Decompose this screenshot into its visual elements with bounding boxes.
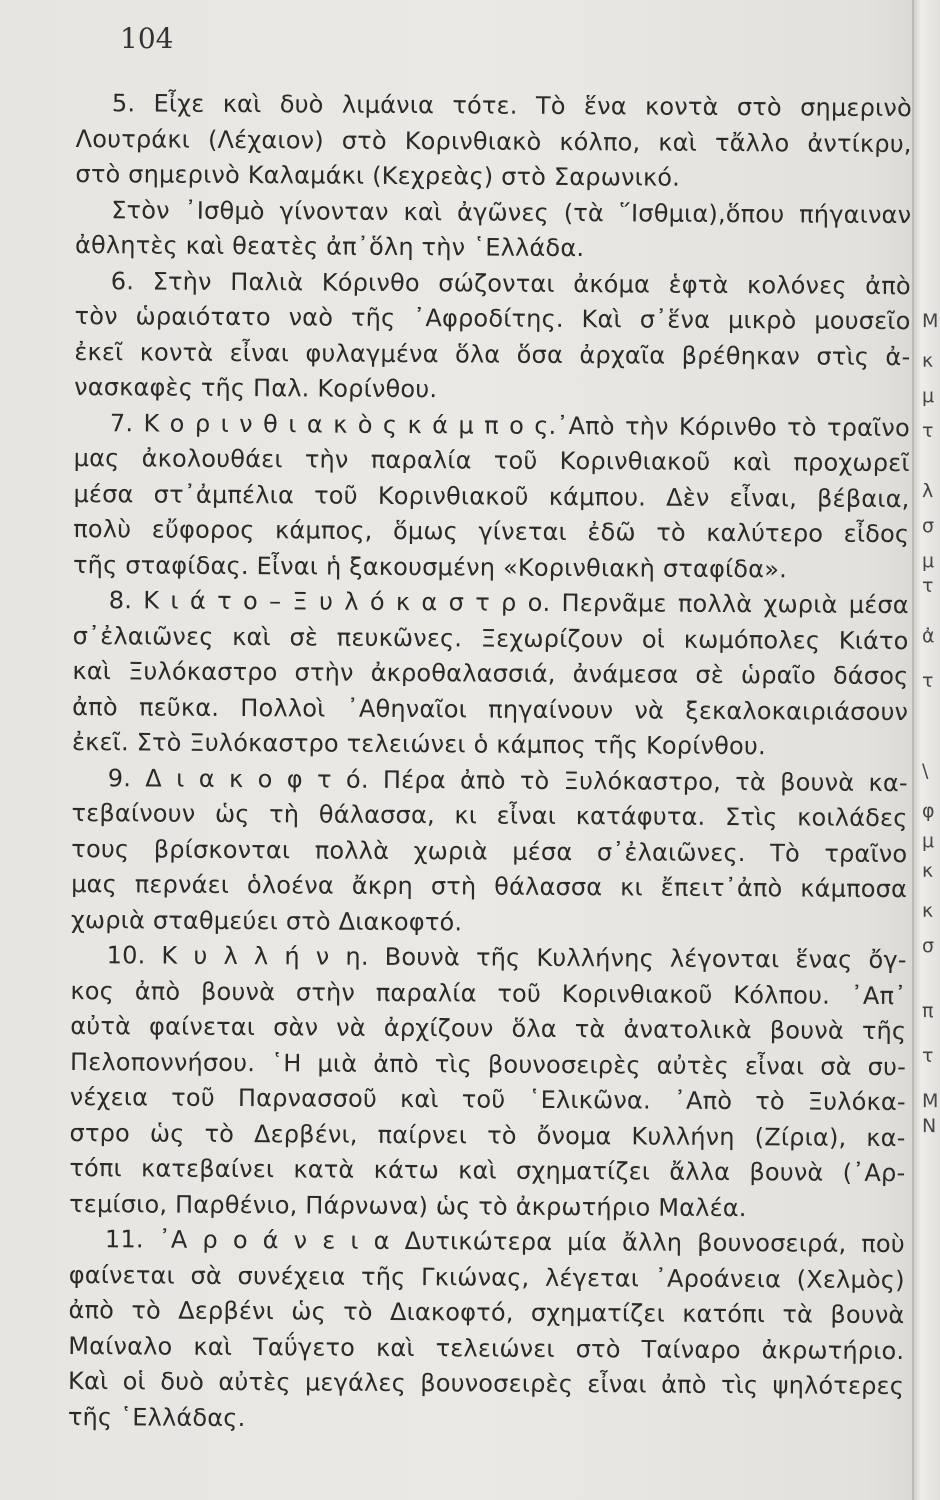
- text-line: νασκαφὲς τῆς Παλ. Κορίνθου.: [74, 372, 438, 404]
- text-line: σ᾽ἐλαιῶνες καὶ σὲ πευκῶνες. Ξεχωρίζουν οἱ κωμόπολες Κιάτο: [72, 621, 909, 655]
- gutter-glyph: λ: [922, 480, 934, 502]
- gutter-glyph: Μ: [922, 1090, 939, 1112]
- text-line: ἐκεῖ. Στὸ Ξυλόκαστρο τελειώνει ὁ κάμπος τῆς Κορίνθου.: [71, 727, 766, 761]
- text-line: Μαίναλο καὶ Ταΰγετο καὶ τελειώνει στὸ Ταίναρο ἀκρωτήριο.: [68, 1331, 905, 1365]
- text-line: ἀπὸ πεῦκα. Πολλοὶ ᾽Αθηναῖοι πηγαίνουν νὰ ξεκαλοκαιριάσουν: [72, 692, 909, 726]
- gutter-glyph: κ: [922, 900, 934, 922]
- text-line: τόπι κατεβαίνει κατὰ κάτω καὶ σχηματίζει ἄλλα βουνὰ (᾽Αρ-: [69, 1153, 906, 1188]
- page-number: 104: [120, 22, 174, 55]
- text-line: μας ἀκολουθάει τὴν παραλία τοῦ Κορινθιακοῦ καὶ προχωρεῖ: [73, 443, 910, 478]
- gutter-glyph: φ: [922, 800, 935, 822]
- gutter-glyph: τ: [922, 575, 934, 597]
- text-line: ἀθλητὲς καὶ θεατὲς ἀπ᾽ὅλη τὴν ῾Ελλάδα.: [74, 230, 585, 263]
- gutter-glyph: τ: [922, 420, 934, 442]
- text-line: μέσα στ᾽ἀμπέλια τοῦ Κορινθιακοῦ κάμπου. Δὲν εἶναι, βέβαια,: [73, 479, 910, 513]
- text-line: 7. Κ ο ρ ι ν θ ι α κ ὸ ς κ ά μ π ο ς.᾽Απὸ τὴν Κόρινθο τὸ τραῖνο: [109, 408, 911, 442]
- text-line: μας περνάει ὁλοένα ἄκρη στὴ θάλασσα κι ἔπειτ᾽ἀπὸ κάμποσα: [71, 869, 908, 904]
- gutter-glyph: Μ: [922, 310, 939, 332]
- gutter-glyph: Ν: [922, 1115, 937, 1137]
- text-line: 6. Στὴν Παλιὰ Κόρινθο σώζονται ἀκόμα ἑφτὰ κολόνες ἀπὸ: [110, 266, 911, 300]
- text-line: τῆς σταφίδας. Εἶναι ἡ ξακουσμένη «Κορινθιακὴ σταφίδα».: [72, 550, 788, 583]
- gutter-glyph: σ: [922, 515, 935, 537]
- text-line: στὸ σημερινὸ Καλαμάκι (Κεχρεὰς) στὸ Σαρωνικό.: [75, 159, 681, 192]
- text-line: ἐκεῖ κοντὰ εἶναι φυλαγμένα ὅλα ὅσα ἀρχαῖα βρέθηκαν στὶς ἀ-: [74, 337, 911, 371]
- gutter-glyph: ἀ: [922, 625, 935, 647]
- text-line: τεβαίνουν ὡς τὴ θάλασσα, κι εἶναι κατάφυτα. Στὶς κοιλάδες: [71, 798, 908, 833]
- text-line: 9. Δ ι α κ ο φ τ ό. Πέρα ἀπὸ τὸ Ξυλόκαστρο, τὰ βουνὰ κα-: [107, 763, 908, 797]
- text-line: ἀπὸ τὸ Δερβένι ὡς τὸ Διακοφτό, σχηματίζει κατόπι τὰ βουνὰ: [68, 1295, 905, 1330]
- gutter-glyph: κ: [922, 350, 934, 372]
- text-line: Λουτράκι (Λέχαιον) στὸ Κορινθιακὸ κόλπο, καὶ τἄλλο ἀντίκρυ,: [75, 124, 912, 158]
- text-line: τεμίσιο, Παρθένιο, Πάρνωνα) ὡς τὸ ἀκρωτήριο Μαλέα.: [69, 1189, 747, 1222]
- gutter-glyph: μ: [922, 385, 935, 407]
- gutter-glyph: τ: [922, 1045, 934, 1067]
- gutter-glyph: κ: [922, 860, 934, 882]
- gutter-glyph: μ: [922, 830, 935, 852]
- text-line: τὸν ὡραιότατο ναὸ τῆς ᾽Αφροδίτης. Καὶ σ᾽ἕνα μικρὸ μουσεῖο: [74, 301, 911, 336]
- body-text: [68, 86, 912, 1440]
- facing-page-edge: [912, 0, 940, 1500]
- text-line: 8. Κ ι ά τ ο – Ξ υ λ ό κ α σ τ ρ ο. Περνᾶμε πολλὰ χωριὰ μέσα: [108, 586, 909, 620]
- text-line: 11. ᾽Α ρ ο ά ν ε ι α Δυτικώτερα μία ἄλλη βουνοσειρά, ποὺ: [104, 1225, 906, 1259]
- gutter-glyph: τ: [922, 670, 934, 692]
- text-line: πολὺ εὔφορος κάμπος, ὅμως γίνεται ἐδῶ τὸ καλύτερο εἶδος: [73, 514, 910, 549]
- text-line: κος ἀπὸ βουνὰ στὴν παραλία τοῦ Κορινθιακοῦ Κόλπου. ᾽Απ᾽: [70, 976, 907, 1010]
- text-line: Στὸν ᾽Ισθμὸ γίνονταν καὶ ἀγῶνες (τὰ ῞Ισθμια),ὅπου πήγαιναν: [111, 195, 912, 229]
- text-line: Καὶ οἱ δυὸ αὐτὲς μεγάλες βουνοσειρὲς εἶναι ἀπὸ τὶς ψηλότερες: [68, 1366, 905, 1401]
- text-line: τῆς ῾Ελλάδας.: [67, 1402, 246, 1432]
- text-line: τους βρίσκονται πολλὰ χωριὰ μέσα σ᾽ἐλαιῶνες. Τὸ τραῖνο: [71, 834, 908, 868]
- gutter-glyph: μ: [922, 550, 935, 572]
- text-line: φαίνεται σὰ συνέχεια τῆς Γκιώνας, λέγεται ᾽Αροάνεια (Χελμὸς): [68, 1260, 905, 1294]
- gutter-glyph: π: [922, 1000, 934, 1022]
- text-line: 10. Κ υ λ λ ή ν η. Βουνὰ τῆς Κυλλήνης λέγονται ἕνας ὄγ-: [106, 941, 907, 975]
- text-line: καὶ Ξυλόκαστρο στὴν ἀκροθαλασσιά, ἀνάμεσα σὲ ὡραῖο δάσος: [72, 656, 909, 691]
- gutter-glyph: \: [922, 760, 929, 782]
- text-line: νέχεια τοῦ Παρνασσοῦ καὶ τοῦ ῾Ελικῶνα. ᾽Απὸ τὸ Ξυλόκα-: [69, 1082, 906, 1117]
- text-line: χωριὰ σταθμεύει στὸ Διακοφτό.: [70, 905, 463, 936]
- gutter-glyph: σ: [922, 935, 935, 957]
- text-line: 5. Εἶχε καὶ δυὸ λιμάνια τότε. Τὸ ἕνα κοντὰ στὸ σημερινὸ: [111, 89, 912, 123]
- text-line: στρο ὡς τὸ Δερβένι, παίρνει τὸ ὄνομα Κυλλήνη (Ζίρια), κα-: [69, 1118, 906, 1152]
- text-line: αὐτὰ φαίνεται σὰν νὰ ἀρχίζουν ὅλα τὰ ἀνατολικὰ βουνὰ τῆς: [70, 1011, 907, 1046]
- text-line: Πελοποννήσου. ῾Η μιὰ ἀπὸ τὶς βουνοσειρὲς αὐτὲς εἶναι σὰ συ-: [69, 1047, 907, 1081]
